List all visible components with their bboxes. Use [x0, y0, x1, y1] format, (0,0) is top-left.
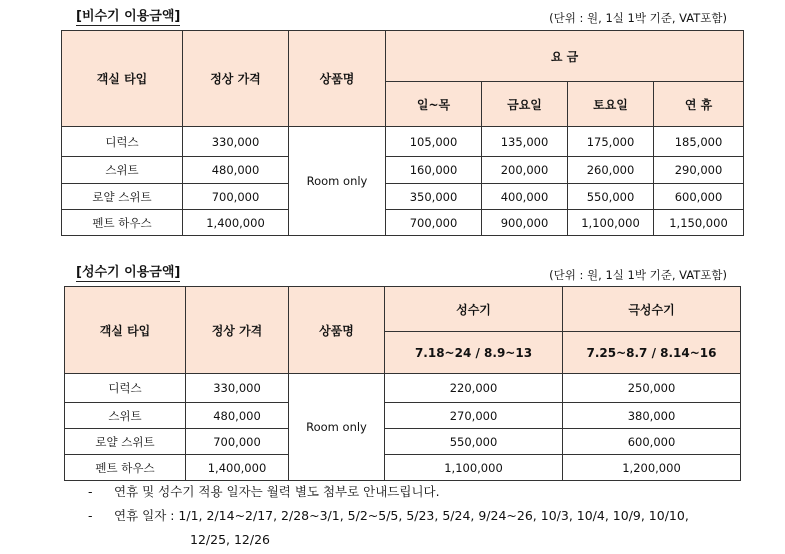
- price-cell: 1,150,000: [654, 210, 744, 236]
- price-cell: 900,000: [482, 210, 568, 236]
- price-cell: 200,000: [482, 157, 568, 184]
- regular-price-cell: 480,000: [183, 157, 289, 184]
- price-cell: 135,000: [482, 127, 568, 157]
- price-cell: 160,000: [386, 157, 482, 184]
- note-bullet: -: [88, 484, 93, 499]
- price-cell: 260,000: [568, 157, 654, 184]
- price-cell: 220,000: [385, 374, 563, 403]
- price-cell: 600,000: [654, 184, 744, 210]
- header-product: 상품명: [289, 31, 386, 127]
- header-super-peak-dates: 7.25~8.7 / 8.14~16: [563, 332, 741, 374]
- price-cell: 185,000: [654, 127, 744, 157]
- header-regular-price: 정상 가격: [186, 287, 289, 374]
- room-type-cell: 펜트 하우스: [62, 210, 183, 236]
- header-room-type: 객실 타입: [65, 287, 186, 374]
- room-type-cell: 스위트: [62, 157, 183, 184]
- holiday-dates-text: 연휴 일자 : 1/1, 2/14~2/17, 2/28~3/1, 5/2~5/5, 5/23, 5/24, 9/24~26, 10/3, 10/4, 10/9, 10/10,: [114, 508, 689, 523]
- room-type-cell: 로얄 스위트: [62, 184, 183, 210]
- price-cell: 270,000: [385, 403, 563, 429]
- header-day-sun-thu: 일~목: [386, 82, 482, 127]
- regular-price-cell: 330,000: [186, 374, 289, 403]
- header-peak: 성수기: [385, 287, 563, 332]
- off-season-unit-note: (단위 : 원, 1실 1박 기준, VAT포함): [549, 11, 727, 25]
- room-type-cell: 스위트: [65, 403, 186, 429]
- table-row: [65, 374, 741, 403]
- price-cell: 380,000: [563, 403, 741, 429]
- table-row: [62, 184, 744, 210]
- table-row: [65, 403, 741, 429]
- room-type-cell: 로얄 스위트: [65, 429, 186, 455]
- header-day-sat: 토요일: [568, 82, 654, 127]
- price-cell: 175,000: [568, 127, 654, 157]
- regular-price-cell: 700,000: [186, 429, 289, 455]
- room-type-cell: 펜트 하우스: [65, 455, 186, 481]
- note-line: [88, 504, 768, 528]
- regular-price-cell: 1,400,000: [183, 210, 289, 236]
- header-peak-dates: 7.18~24 / 8.9~13: [385, 332, 563, 374]
- price-cell: 290,000: [654, 157, 744, 184]
- price-cell: 550,000: [568, 184, 654, 210]
- table-row: [62, 127, 744, 157]
- header-product: 상품명: [289, 287, 385, 374]
- regular-price-cell: 1,400,000: [186, 455, 289, 481]
- price-cell: 105,000: [386, 127, 482, 157]
- header-room-type: 객실 타입: [62, 31, 183, 127]
- room-type-cell: 디럭스: [65, 374, 186, 403]
- holiday-dates-continued: 12/25, 12/26: [190, 532, 270, 547]
- price-cell: 250,000: [563, 374, 741, 403]
- header-day-holiday: 연 휴: [654, 82, 744, 127]
- price-cell: 700,000: [386, 210, 482, 236]
- peak-season-unit-note: (단위 : 원, 1실 1박 기준, VAT포함): [549, 268, 727, 282]
- note-text: 연휴 및 성수기 적용 일자는 월력 별도 첨부로 안내드립니다.: [114, 484, 440, 499]
- price-cell: 400,000: [482, 184, 568, 210]
- note-line: [88, 480, 768, 504]
- price-cell: 550,000: [385, 429, 563, 455]
- regular-price-cell: 700,000: [183, 184, 289, 210]
- notes: [88, 480, 768, 552]
- table-row: [65, 455, 741, 481]
- header-day-fri: 금요일: [482, 82, 568, 127]
- room-type-cell: 디럭스: [62, 127, 183, 157]
- price-cell: 350,000: [386, 184, 482, 210]
- header-fee: 요 금: [386, 31, 744, 82]
- regular-price-cell: 480,000: [186, 403, 289, 429]
- price-cell: 1,100,000: [385, 455, 563, 481]
- price-cell: 1,100,000: [568, 210, 654, 236]
- off-season-rate-table: [61, 30, 744, 236]
- price-cell: 1,200,000: [563, 455, 741, 481]
- product-cell: Room only: [289, 127, 386, 236]
- table-row: [62, 210, 744, 236]
- header-regular-price: 정상 가격: [183, 31, 289, 127]
- table-row: [65, 429, 741, 455]
- price-cell: 600,000: [563, 429, 741, 455]
- peak-season-title: [성수기 이용금액]: [76, 265, 181, 280]
- off-season-title: [비수기 이용금액]: [76, 9, 181, 24]
- regular-price-cell: 330,000: [183, 127, 289, 157]
- peak-season-rate-table: [64, 286, 741, 481]
- header-super-peak: 극성수기: [563, 287, 741, 332]
- note-bullet: -: [88, 508, 93, 523]
- table-row: [62, 157, 744, 184]
- product-cell: Room only: [289, 374, 385, 481]
